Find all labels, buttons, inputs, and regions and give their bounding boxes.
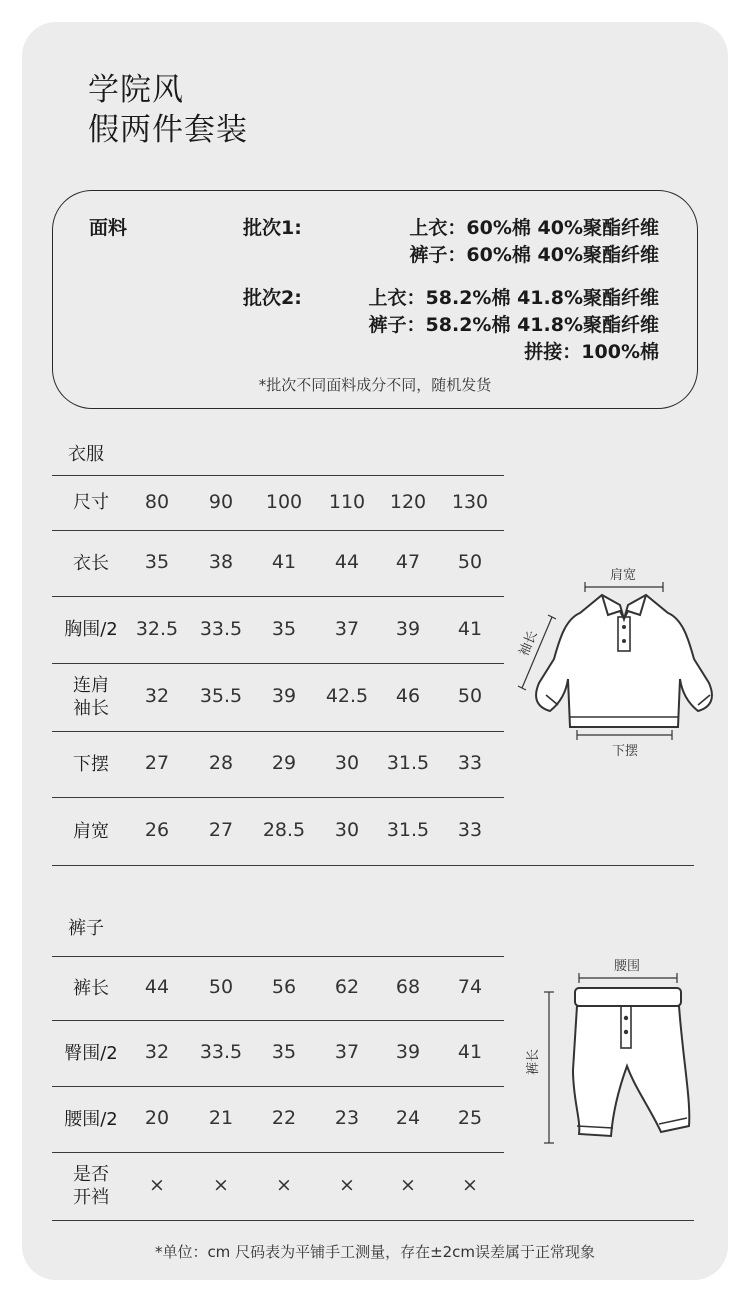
fabric-info-box [52,190,698,409]
row-label: 是否 开裆 [73,1164,109,1208]
table-cell: 24 [395,1107,421,1129]
top-diagram [510,555,730,765]
table-cell: 80 [144,490,170,513]
table-cell: 28.5 [262,819,306,841]
table-cell: 41 [457,1041,483,1063]
table-divider [52,530,504,531]
table-cell: 35.5 [199,685,243,707]
table-cell: 32 [144,685,170,707]
table-cell: × [462,1174,478,1196]
table-cell: 32.5 [135,617,179,640]
table-cell: 90 [208,490,234,513]
table-cell: × [276,1174,292,1196]
sleeve-length-label: 袖长 [516,628,541,659]
table-cell: 33 [457,819,483,841]
table-cell: 42.5 [325,685,369,707]
table-cell: 31.5 [386,819,430,841]
table-cell: 50 [457,551,483,573]
table-cell: 26 [144,819,170,841]
batch1-line-2: 裤子：60%棉 40%聚酯纤维 [409,244,659,266]
table-cell: 37 [334,617,360,640]
waist-label: 腰围 [613,959,641,974]
batch2-label: 批次2: [243,287,302,309]
row-label: 肩宽 [73,820,109,842]
batch1-line-1: 上衣：60%棉 40%聚酯纤维 [409,217,659,239]
table-cell: 39 [395,1041,421,1063]
table-cell: 38 [208,551,234,573]
shoulder-width-label: 肩宽 [609,568,637,583]
table-cell: 32 [144,1041,170,1063]
table-divider [52,1020,504,1021]
table-divider [52,663,504,664]
table-cell: 23 [334,1107,360,1129]
table-cell: 130 [451,490,489,513]
page-title [88,70,248,150]
title-line-1: 学院风 [88,72,184,108]
row-label: 衣长 [73,552,109,574]
table-cell: 50 [208,976,234,998]
table-cell: 46 [395,685,421,707]
hem-label: 下摆 [611,744,639,759]
table-cell: 33 [457,752,483,774]
table-cell: 50 [457,685,483,707]
table-divider [52,865,694,866]
table-cell: 35 [271,1041,297,1063]
table-cell: 27 [208,819,234,841]
table-cell: 35 [144,551,170,573]
table-cell: 100 [265,490,303,513]
batch2-line-3: 拼接：100%棉 [524,341,659,363]
row-label: 尺寸 [73,492,109,513]
table-cell: 35 [271,617,297,640]
table-cell: 120 [389,490,427,513]
table-cell: × [149,1174,165,1196]
pants-diagram [515,950,715,1150]
table-divider [52,475,504,476]
table-cell: 62 [334,976,360,998]
table-cell: 56 [271,976,297,998]
table-cell: × [213,1174,229,1196]
table-cell: 29 [271,752,297,774]
table-cell: × [400,1174,416,1196]
table-divider [52,1220,694,1221]
fabric-label: 面料 [89,217,128,239]
row-label: 臀围/2 [64,1042,118,1064]
table-cell: 47 [395,551,421,573]
batch2-line-2: 裤子：58.2%棉 41.8%聚酯纤维 [368,314,659,336]
table-cell: 21 [208,1107,234,1129]
batch1-label: 批次1: [243,217,302,239]
table-divider [52,1086,504,1087]
table-divider [52,797,504,798]
table-cell: 41 [271,551,297,573]
table-cell: × [339,1174,355,1196]
table-cell: 28 [208,752,234,774]
table-cell: 20 [144,1107,170,1129]
table-cell: 25 [457,1107,483,1129]
row-label: 连肩 袖长 [73,675,109,719]
table-cell: 33.5 [199,617,243,640]
table-cell: 27 [144,752,170,774]
clothes-section-label: 衣服 [68,444,104,465]
table-divider [52,1152,504,1153]
table-cell: 74 [457,976,483,998]
table-cell: 37 [334,1041,360,1063]
table-cell: 30 [334,819,360,841]
table-divider [52,956,504,957]
table-cell: 30 [334,752,360,774]
table-cell: 31.5 [386,752,430,774]
table-cell: 22 [271,1107,297,1129]
table-cell: 39 [271,685,297,707]
row-label: 下摆 [73,753,109,775]
row-label: 胸围/2 [64,619,118,640]
title-line-2: 假两件套装 [88,112,248,148]
row-label: 裤长 [73,977,109,999]
footnote: *单位：cm 尺码表为平铺手工测量，存在±2cm误差属于正常现象 [154,1243,596,1261]
table-cell: 44 [144,976,170,998]
table-divider [52,596,504,597]
table-cell: 68 [395,976,421,998]
fabric-note: *批次不同面料成分不同，随机发货 [258,376,492,394]
batch2-line-1: 上衣：58.2%棉 41.8%聚酯纤维 [368,287,659,309]
table-cell: 110 [328,490,366,513]
pants-section-label: 裤子 [68,918,104,939]
table-cell: 44 [334,551,360,573]
pants-length-label: 裤长 [526,1048,541,1076]
table-cell: 41 [457,617,483,640]
table-cell: 33.5 [199,1041,243,1063]
table-cell: 39 [395,617,421,640]
row-label: 腰围/2 [64,1108,118,1130]
table-divider [52,731,504,732]
